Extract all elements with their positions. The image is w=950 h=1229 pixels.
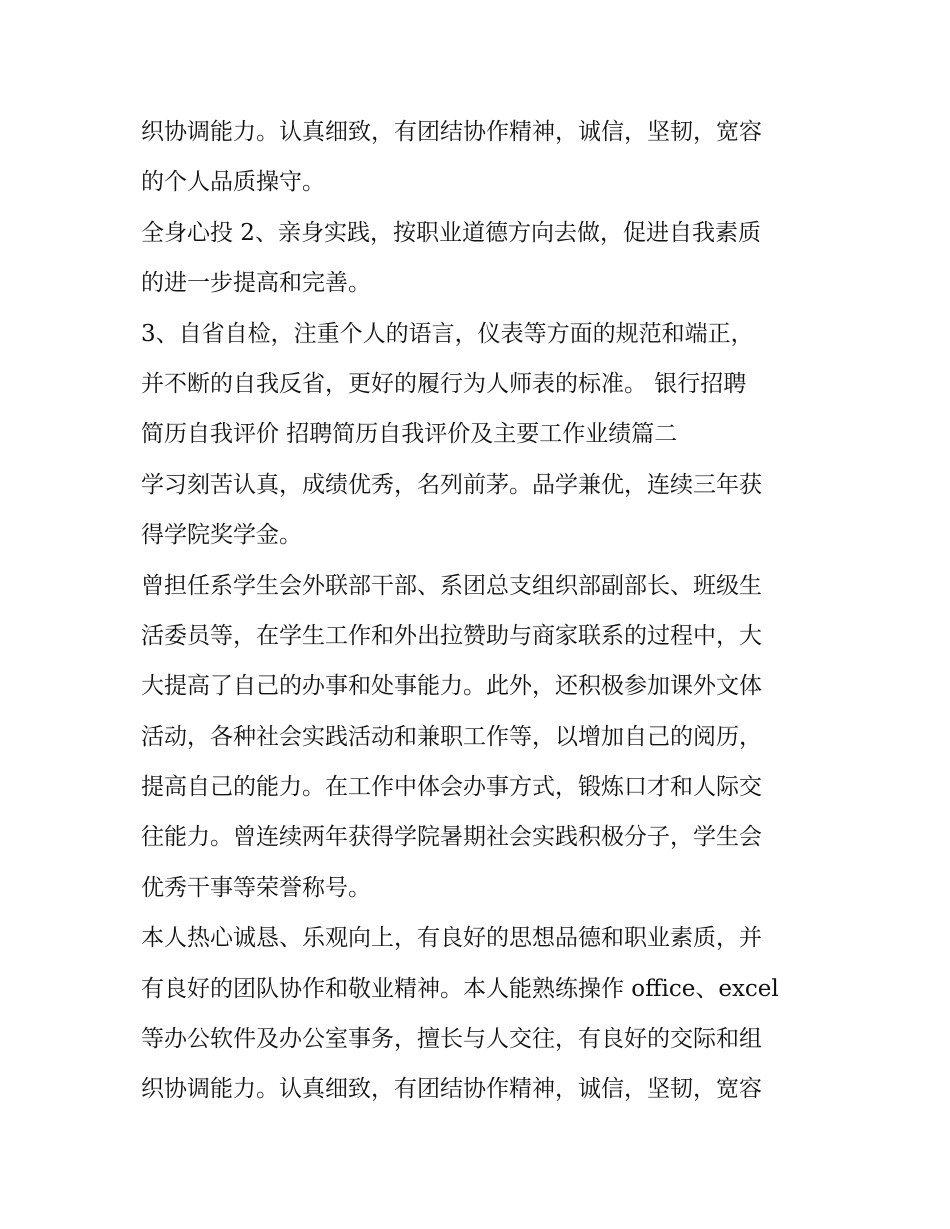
text-line: 学习刻苦认真，成绩优秀，名列前茅。品学兼优，连续三年获 bbox=[141, 471, 762, 498]
text-line: 本人热心诚恳、乐观向上，有良好的思想品德和职业素质，并 bbox=[141, 925, 762, 952]
text-line: 织协调能力。认真细致，有团结协作精神，诚信，坚韧，宽容 bbox=[141, 1076, 762, 1103]
text-line: 等办公软件及办公室事务，擅长与人交往，有良好的交际和组 bbox=[141, 1026, 762, 1053]
text-line: 大提高了自己的办事和处事能力。此外，还积极参加课外文体 bbox=[141, 673, 762, 700]
text-line: 全身心投 2、亲身实践，按职业道德方向去做，促进自我素质 bbox=[141, 219, 761, 246]
text-line: 有良好的团队协作和敬业精神。本人能熟练操作 office、excel bbox=[141, 975, 779, 1002]
text-line: 曾担任系学生会外联部干部、系团总支组织部副部长、班级生 bbox=[141, 572, 762, 599]
text-line: 3、自省自检，注重个人的语言，仪表等方面的规范和端正， bbox=[141, 320, 754, 347]
document-body-text bbox=[141, 107, 821, 1115]
text-line: 的个人品质操守。 bbox=[141, 169, 325, 196]
text-line: 简历自我评价 招聘简历自我评价及主要工作业绩篇二 bbox=[141, 421, 678, 448]
text-line: 提高自己的能力。在工作中体会办事方式，锻炼口才和人际交 bbox=[141, 774, 762, 801]
text-line: 并不断的自我反省，更好的履行为人师表的标准。 银行招聘 bbox=[141, 370, 747, 397]
text-line: 得学院奖学金。 bbox=[141, 522, 302, 549]
text-line: 活委员等，在学生工作和外出拉赞助与商家联系的过程中，大 bbox=[141, 622, 762, 649]
text-line: 优秀干事等荣誉称号。 bbox=[141, 874, 371, 901]
text-line: 往能力。曾连续两年获得学院暑期社会实践积极分子，学生会 bbox=[141, 824, 762, 851]
text-line: 的进一步提高和完善。 bbox=[141, 270, 371, 297]
text-line: 织协调能力。认真细致，有团结协作精神，诚信，坚韧，宽容 bbox=[141, 119, 762, 145]
text-line: 活动，各种社会实践活动和兼职工作等，以增加自己的阅历， bbox=[141, 723, 762, 750]
